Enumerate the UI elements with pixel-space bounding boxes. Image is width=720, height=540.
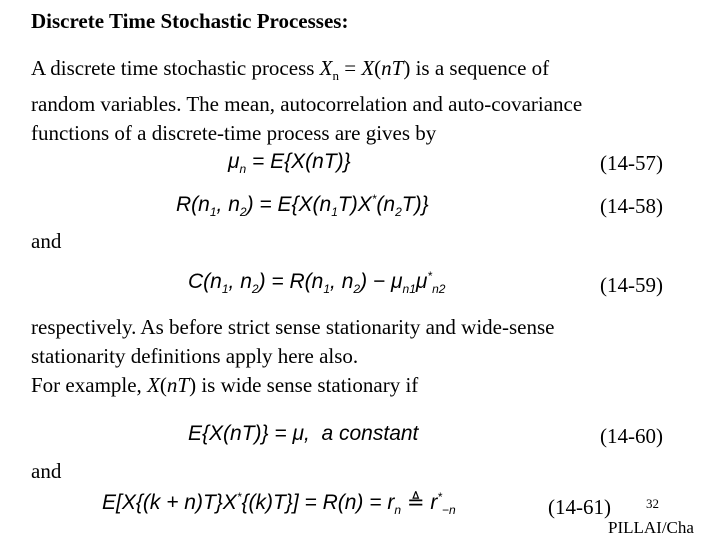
conjugate-star: * (371, 192, 377, 206)
var-nt: nT (381, 56, 404, 80)
equation-part: C(n (188, 270, 222, 293)
equation-part: a constant (321, 422, 419, 445)
outro-text: ) is wide sense stationary if (189, 373, 419, 397)
definition-symbol: ≜ (406, 491, 425, 514)
conjugate-star: * (427, 269, 433, 283)
intro-line-2: random variables. The mean, autocorrelation and auto-covariance (31, 92, 583, 117)
equation-part: T)} (401, 193, 429, 216)
equation-14-61 (102, 490, 456, 517)
page-title: Discrete Time Stochastic Processes: (31, 9, 349, 33)
equation-part: R(n (176, 193, 210, 216)
equals: = (339, 56, 362, 80)
equation-14-60 (188, 422, 418, 446)
equation-14-58 (176, 192, 429, 219)
subscript: 2 (239, 205, 247, 220)
outro-paragraph (31, 313, 554, 400)
equation-number-14-61: (14-61) (548, 495, 611, 519)
equation-part: ) − μ (360, 270, 403, 293)
var-sub-n: n (332, 68, 339, 84)
footer-author: PILLAI/Cha (608, 518, 694, 537)
var-x: X (319, 56, 333, 80)
subscript: n (394, 503, 402, 518)
subscript: 1 (221, 282, 229, 297)
subscript: 2 (395, 205, 402, 220)
mu-symbol: μ (228, 150, 240, 173)
outro-line-3 (31, 371, 554, 400)
var-x: X (361, 56, 375, 80)
and-connector: and (31, 459, 62, 483)
intro-line-3: functions of a discrete-time process are gives by (31, 121, 437, 146)
equation-part: {(k)T}] = R(n) = r (241, 491, 395, 514)
equation-14-57 (228, 150, 351, 176)
equation-part: r (430, 491, 438, 514)
equation-number-14-59: (14-59) (600, 273, 663, 297)
and-connector: and (31, 229, 62, 253)
subscript: n (239, 162, 247, 177)
outro-text: For example, (31, 373, 148, 397)
var-nt: nT (166, 373, 190, 397)
equation-part: T)X (337, 193, 372, 216)
equation-part: , n (216, 193, 240, 216)
equation-part: ) = E{X(n (246, 193, 332, 216)
equation-number-14-58: (14-58) (600, 194, 663, 218)
intro-text: ) is a sequence of (403, 56, 550, 80)
subscript: 1 (331, 205, 338, 220)
subscript: 2 (251, 282, 259, 297)
equation-rhs: = E{X(nT)} (246, 150, 351, 173)
equation-14-59 (188, 269, 445, 296)
paren: ( (374, 56, 382, 80)
conjugate-star: * (236, 490, 242, 504)
subscript: 1 (209, 205, 217, 220)
equation-part: ) = R(n (258, 270, 324, 293)
intro-paragraph (31, 54, 582, 148)
outro-line-2: stationarity definitions apply here also. (31, 344, 359, 368)
intro-text: A discrete time stochastic process (31, 56, 320, 80)
intro-line-1 (31, 54, 582, 90)
equation-part: E{X(nT)} = μ, (188, 422, 310, 445)
page-number: 32 (646, 496, 659, 511)
equation-number-14-60: (14-60) (600, 424, 663, 448)
equation-part: , n (330, 270, 354, 293)
subscript: n1 (402, 282, 416, 297)
subscript: 2 (353, 282, 361, 297)
outro-line-1: respectively. As before strict sense stationarity and wide-sense (31, 315, 555, 339)
subscript: n2 (432, 282, 446, 297)
equation-number-14-57: (14-57) (600, 151, 663, 175)
conjugate-star: * (437, 490, 443, 504)
equation-part: , n (228, 270, 252, 293)
var-x: X (147, 373, 160, 397)
equation-part: E[X{(k + n)T}X (102, 491, 237, 514)
subscript: −n (442, 503, 456, 518)
equation-part: (n (376, 193, 396, 216)
subscript: 1 (323, 282, 331, 297)
paren: ( (159, 373, 167, 397)
equation-part: μ (415, 270, 428, 293)
